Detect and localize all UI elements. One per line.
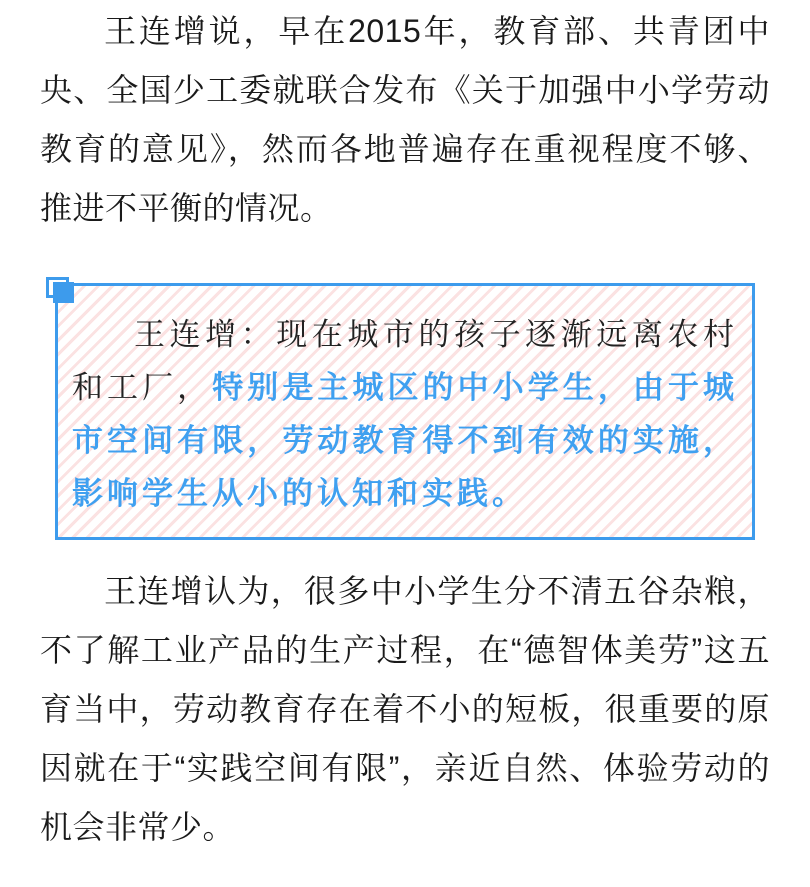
quote-box [55,283,755,540]
corner-square-fill-icon [53,282,74,303]
quote-text-highlight: 特别是主城区的中小学生，由于城市空间有限，劳动教育得不到有效的实施，影响学生从小的认知和实践。 [72,370,739,511]
quote-corner-icon [46,277,76,305]
paragraph-body: 王连增认为，很多中小学生分不清五谷杂粮，不了解工业产品的生产过程，在“德智体美劳”这五育当中，劳动教育存在着不小的短板，很重要的原因就在于“实践空间有限”，亲近自然、体验劳动的机会非常少。 [40,573,770,845]
paragraph-intro: 王连增说，早在2015年，教育部、共青团中央、全国少工委就联合发布《关于加强中小学劳动教育的意见》，然而各地普遍存在重视程度不够、推进不平衡的情况。 [40,13,770,226]
quote-text [72,308,738,520]
quote-text-plain: 王连增：现在城市的孩子逐渐远离农村和工厂， [72,317,738,405]
